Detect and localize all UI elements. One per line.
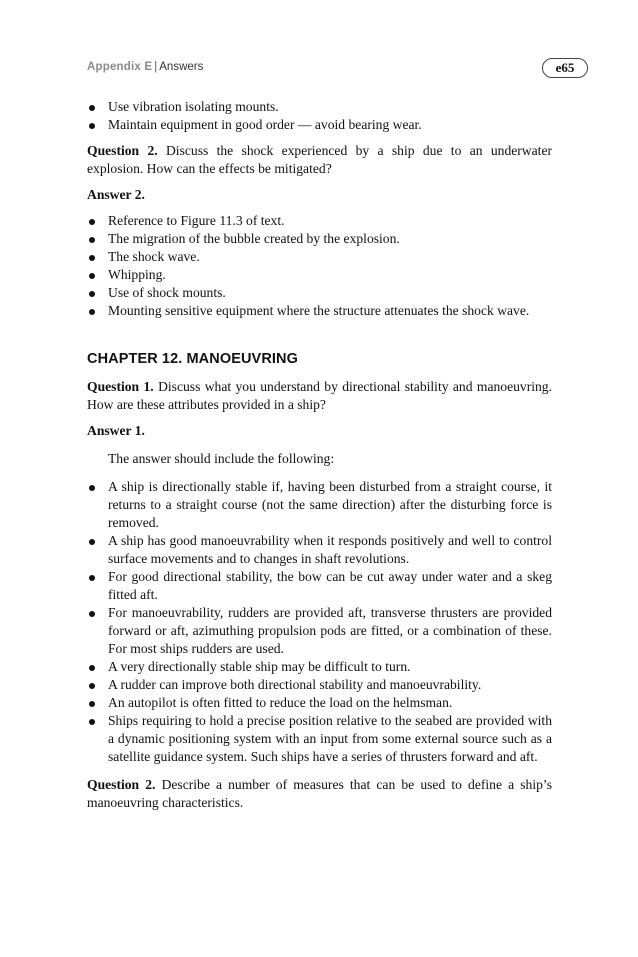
list-item: A ship is directionally stable if, having been disturbed from a straight course, it returns to a straight course (not the same direction) after the disturbing force is removed.: [87, 478, 552, 532]
running-head-section: Appendix E: [87, 61, 153, 73]
list-item: Whipping.: [87, 266, 552, 284]
ch12-question-2: [87, 776, 552, 812]
list-item: A very directionally stable ship may be difficult to turn.: [87, 658, 552, 676]
page-number-badge: e65: [542, 58, 588, 78]
list-item: The migration of the bubble created by the explosion.: [87, 230, 552, 248]
question-label: Question 2.: [87, 777, 156, 792]
list-item: For manoeuvrability, rudders are provided aft, transverse thrusters are provided forward or aft, azimuthing propulsion pods are fitted, or a combination of these. For most ships rudders are used.: [87, 604, 552, 658]
chapter-heading: CHAPTER 12. MANOEUVRING: [87, 351, 298, 367]
list-item: For good directional stability, the bow can be cut away under water and a skeg fitted aft.: [87, 568, 552, 604]
list-item: Use of shock mounts.: [87, 284, 552, 302]
ch12-question-1: [87, 378, 552, 414]
running-head-text: [87, 61, 203, 73]
question-text: Discuss the shock experienced by a ship due to an underwater explosion. How can the effects be mitigated?: [87, 143, 552, 176]
ch12-answer-1-list: [87, 478, 552, 766]
list-item: Use vibration isolating mounts.: [87, 98, 552, 116]
list-item: A ship has good manoeuvrability when it responds positively and well to control surface movements and to changes in shaft revolutions.: [87, 532, 552, 568]
list-item: A rudder can improve both directional stability and manoeuvrability.: [87, 676, 552, 694]
list-item: Reference to Figure 11.3 of text.: [87, 212, 552, 230]
running-head-separator: |: [154, 61, 158, 73]
list-item: An autopilot is often fitted to reduce the load on the helmsman.: [87, 694, 552, 712]
page-content: [87, 98, 552, 812]
ch11-answer-2-label: Answer 2.: [87, 187, 145, 202]
list-item: Mounting sensitive equipment where the structure attenuates the shock wave.: [87, 302, 552, 320]
list-item: Ships requiring to hold a precise position relative to the seabed are provided with a dynamic positioning system with an input from some external source such as a satellite guidance system. Such ships have a series of thrusters forward and aft.: [87, 712, 552, 766]
list-item: The shock wave.: [87, 248, 552, 266]
question-text: Discuss what you understand by directional stability and manoeuvring. How are these attributes provided in a ship?: [87, 379, 553, 412]
ch11-question-2: [87, 142, 552, 178]
question-label: Question 2.: [87, 143, 158, 158]
list-item: Maintain equipment in good order — avoid bearing wear.: [87, 116, 552, 134]
answer-intro: The answer should include the following:: [108, 451, 335, 466]
ch11-answer-2-list: [87, 212, 552, 320]
top-bullet-list: [87, 98, 552, 134]
question-text: Describe a number of measures that can be used to define a ship’s manoeuvring characteristics.: [87, 777, 552, 810]
running-head-title: Answers: [159, 61, 204, 73]
question-label: Question 1.: [87, 379, 154, 394]
running-head: [87, 58, 588, 80]
ch12-answer-1-label: Answer 1.: [87, 423, 145, 438]
